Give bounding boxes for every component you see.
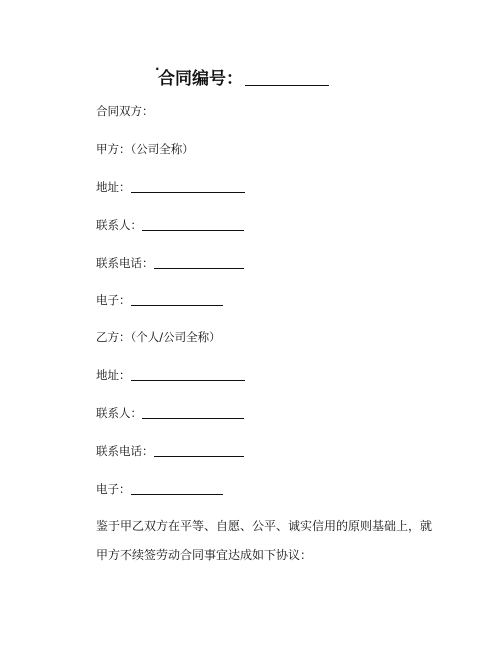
party-b-contact-row — [96, 405, 244, 421]
party-b-address-label: 地址： — [96, 368, 131, 382]
party-a-heading — [96, 141, 194, 157]
party-a-email-field[interactable] — [131, 293, 223, 306]
preamble-line-1: 鉴于甲乙双方在平等、自愿、公平、诚实信用的原则基础上，就 — [96, 519, 433, 533]
party-b-email-label: 电子： — [96, 482, 131, 496]
parties-heading-text: 合同双方： — [96, 104, 154, 118]
party-b-contact-field[interactable] — [142, 406, 244, 419]
party-b-phone-field[interactable] — [154, 444, 244, 457]
party-b-heading — [96, 329, 221, 345]
party-a-contact-label: 联系人： — [96, 218, 142, 232]
party-b-heading-text: 乙方：（个人/公司全称） — [96, 330, 221, 344]
party-a-address-row — [96, 179, 245, 195]
party-b-email-row — [96, 481, 223, 497]
party-a-email-row — [96, 292, 223, 308]
party-a-contact-row — [96, 217, 244, 233]
party-a-email-label: 电子： — [96, 293, 131, 307]
contract-number-blank[interactable] — [245, 69, 329, 86]
parties-heading — [96, 103, 154, 119]
party-a-contact-field[interactable] — [142, 218, 244, 231]
preamble-line-2: 甲方不续签劳动合同事宜达成如下协议： — [96, 548, 313, 562]
party-b-email-field[interactable] — [131, 482, 223, 495]
party-b-address-row — [96, 367, 245, 383]
party-a-phone-label: 联系电话： — [96, 256, 154, 270]
contract-number-title — [155, 62, 329, 89]
party-b-contact-label: 联系人： — [96, 406, 142, 420]
title-dot-mark: · — [155, 62, 160, 76]
contract-number-label: 合同编号： — [158, 69, 243, 89]
party-a-phone-field[interactable] — [154, 256, 244, 269]
party-a-address-field[interactable] — [131, 180, 245, 193]
party-a-phone-row — [96, 255, 244, 271]
party-b-phone-label: 联系电话： — [96, 444, 154, 458]
party-b-phone-row — [96, 443, 244, 459]
party-a-heading-text: 甲方：（公司全称） — [96, 142, 194, 156]
party-b-address-field[interactable] — [131, 368, 245, 381]
party-a-address-label: 地址： — [96, 180, 131, 194]
